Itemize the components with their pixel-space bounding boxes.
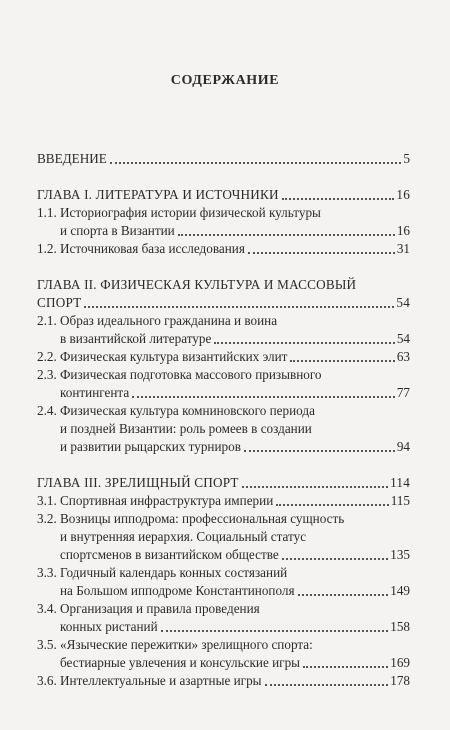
toc-entry-page: 31 xyxy=(396,241,410,256)
toc-entry-text: ГЛАВА I. ЛИТЕРАТУРА И ИСТОЧНИКИ xyxy=(37,187,279,202)
toc-entry-text: спортсменов в византийском обществе xyxy=(60,547,279,562)
toc-entry-page: 16 xyxy=(396,187,410,202)
toc-section-number: 3.4. xyxy=(37,601,57,616)
toc-entry-text: контингента xyxy=(60,385,130,400)
toc-chapter-3 xyxy=(37,472,410,491)
toc-section-3-3 xyxy=(37,562,410,581)
toc-section-3-1 xyxy=(37,490,410,509)
toc-entry-text: ГЛАВА III. ЗРЕЛИЩНЫЙ СПОРТ xyxy=(37,475,239,490)
toc-section-3-4 xyxy=(37,598,410,617)
toc-entry-text: Образ идеального гражданина и воина xyxy=(60,313,278,328)
toc-chapter-2-cont xyxy=(37,292,410,311)
toc-entry-text: СПОРТ xyxy=(37,295,82,310)
toc-section-1-1 xyxy=(37,202,410,221)
toc-entry-page: 114 xyxy=(390,475,410,490)
toc-section-number: 3.6. xyxy=(37,673,57,688)
toc-entry-text: в византийской литературе xyxy=(60,331,212,346)
leader-dots xyxy=(84,305,394,308)
toc-section-3-2-cont2 xyxy=(37,544,410,563)
toc-entry-text: Физическая культура византийских элит xyxy=(60,349,288,364)
toc-entry-text: Физическая культура комниновского периода xyxy=(60,403,315,418)
toc-entry-page: 94 xyxy=(396,439,410,454)
toc-section-3-3-cont xyxy=(37,580,410,599)
leader-dots xyxy=(290,359,394,362)
toc-entry-text: Физическая подготовка массового призывного xyxy=(60,367,322,382)
leader-dots xyxy=(242,485,388,488)
toc-section-number: 3.2. xyxy=(37,511,57,526)
toc-entry-text: Организация и правила проведения xyxy=(60,601,260,616)
toc-entry-page: 54 xyxy=(396,295,410,310)
toc-entry-page: 54 xyxy=(396,331,410,346)
toc-section-2-3-cont xyxy=(37,382,410,401)
toc-section-2-1-cont xyxy=(37,328,410,347)
toc-entry-text: Историография истории физической культуры xyxy=(60,205,321,220)
toc-entry-page: 115 xyxy=(390,493,410,508)
toc-section-3-5-cont xyxy=(37,652,410,671)
toc-entry-text: на Большом ипподроме Константинополя xyxy=(60,583,295,598)
toc-entry-text: бестиарные увлечения и консульские игры xyxy=(60,655,301,670)
toc-entry-page: 63 xyxy=(396,349,410,364)
toc-entry-page: 149 xyxy=(390,583,410,598)
toc-section-3-2 xyxy=(37,508,410,527)
toc-section-1-1-cont xyxy=(37,220,410,239)
toc-entry-introduction xyxy=(37,148,410,167)
toc-section-2-3 xyxy=(37,364,410,383)
toc-section-2-4 xyxy=(37,400,410,419)
leader-dots xyxy=(276,503,388,506)
toc-section-number: 3.3. xyxy=(37,565,57,580)
toc-section-3-5 xyxy=(37,634,410,653)
toc-section-2-4-cont2 xyxy=(37,436,410,455)
toc-section-3-4-cont xyxy=(37,616,410,635)
leader-dots xyxy=(110,161,402,164)
leader-dots xyxy=(265,683,389,686)
toc-section-3-6 xyxy=(37,670,410,689)
toc-entry-text: ГЛАВА II. ФИЗИЧЕСКАЯ КУЛЬТУРА И МАССОВЫЙ xyxy=(37,277,357,292)
toc-entry-text: и внутренняя иерархия. Социальный статус xyxy=(60,529,307,544)
toc-entry-text: Интеллектуальные и азартные игры xyxy=(60,673,262,688)
toc-section-number: 2.4. xyxy=(37,403,57,418)
leader-dots xyxy=(161,629,389,632)
toc-section-number: 2.1. xyxy=(37,313,57,328)
toc-chapter-2 xyxy=(37,274,410,293)
toc-entry-page: 169 xyxy=(390,655,410,670)
toc-entry-page: 16 xyxy=(396,223,410,238)
toc-entry-text: и поздней Византии: роль ромеев в создании xyxy=(60,421,312,436)
toc-entry-page: 77 xyxy=(396,385,410,400)
page-title: СОДЕРЖАНИЕ xyxy=(170,73,280,88)
toc-section-2-4-cont xyxy=(37,418,410,437)
toc-entry-text: Возницы ипподрома: профессиональная сущность xyxy=(60,511,345,526)
toc-section-number: 1.1. xyxy=(37,205,57,220)
toc-entry-page: 158 xyxy=(390,619,410,634)
leader-dots xyxy=(282,557,389,560)
toc-section-1-2 xyxy=(37,238,410,257)
toc-section-number: 1.2. xyxy=(37,241,57,256)
toc-entry-text: Годичный календарь конных состязаний xyxy=(60,565,288,580)
toc-entry-page: 5 xyxy=(403,151,410,166)
toc-entry-text: Источниковая база исследования xyxy=(60,241,245,256)
toc-section-2-1 xyxy=(37,310,410,329)
toc-section-3-2-cont xyxy=(37,526,410,545)
toc-entry-text: Спортивная инфраструктура империи xyxy=(60,493,274,508)
leader-dots xyxy=(132,395,395,398)
leader-dots xyxy=(298,593,389,596)
toc-entry-text: конных ристаний xyxy=(60,619,158,634)
toc-entry-text: ВВЕДЕНИЕ xyxy=(37,151,107,166)
leader-dots xyxy=(248,251,395,254)
toc-entry-text: «Языческие пережитки» зрелищного спорта: xyxy=(60,637,313,652)
toc-entry-page: 178 xyxy=(390,673,410,688)
toc-section-number: 3.5. xyxy=(37,637,57,652)
toc-entry-page: 135 xyxy=(390,547,410,562)
leader-dots xyxy=(244,449,395,452)
toc-section-2-2 xyxy=(37,346,410,365)
toc-section-number: 2.2. xyxy=(37,349,57,364)
toc-chapter-1 xyxy=(37,184,410,203)
toc-entry-text: и развитии рыцарских турниров xyxy=(60,439,241,454)
toc-section-number: 2.3. xyxy=(37,367,57,382)
toc-section-number: 3.1. xyxy=(37,493,57,508)
leader-dots xyxy=(178,233,395,236)
leader-dots xyxy=(303,665,388,668)
leader-dots xyxy=(282,197,395,200)
leader-dots xyxy=(214,341,394,344)
toc-entry-text: и спорта в Византии xyxy=(60,223,175,238)
